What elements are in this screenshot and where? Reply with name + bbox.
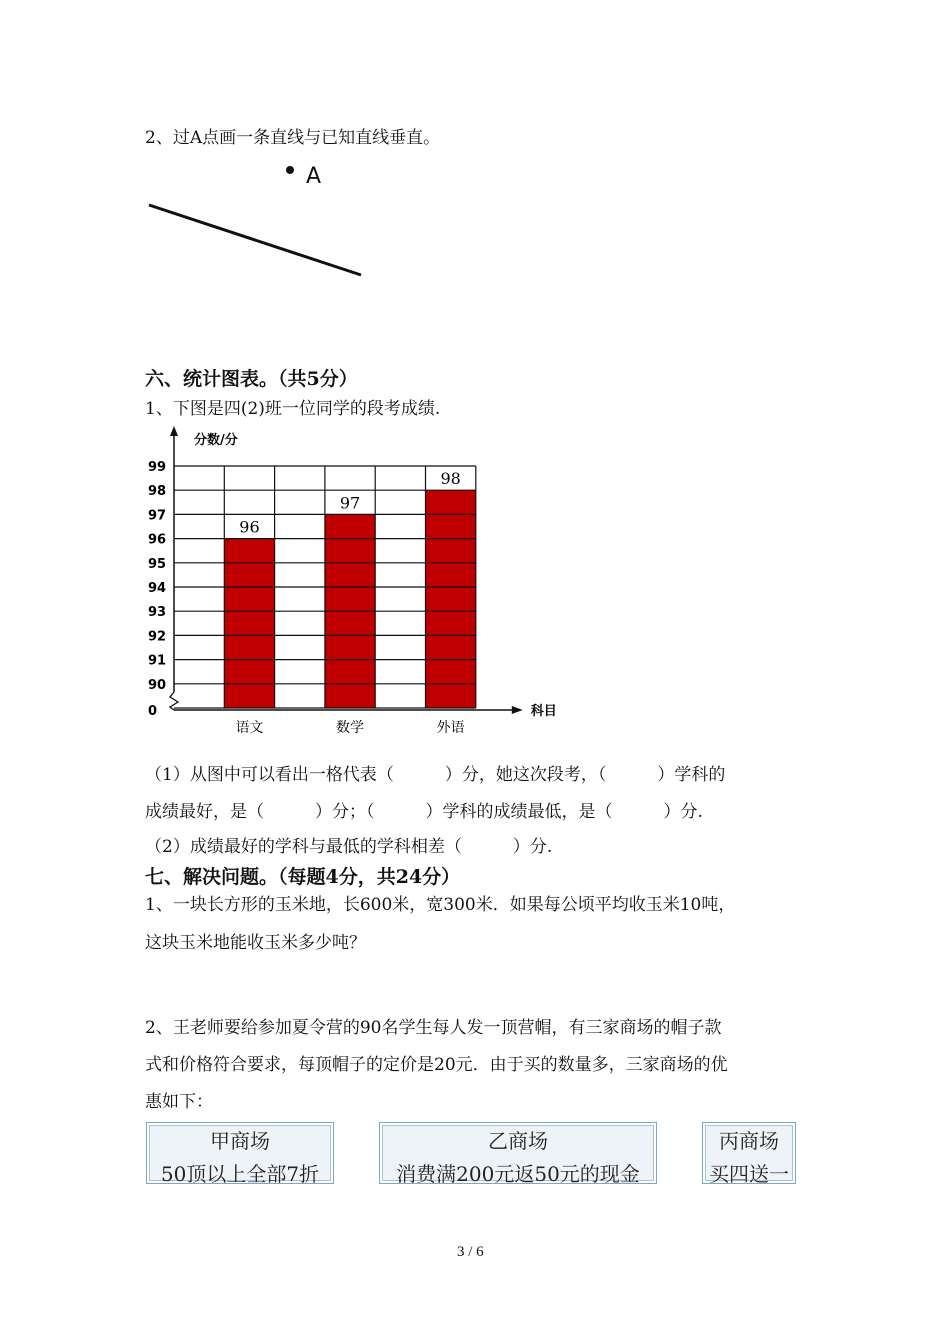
given-line <box>149 205 361 275</box>
shop-bing-box <box>702 1122 796 1184</box>
y-axis-break <box>170 692 178 710</box>
shop-bing-offer: 买四送一 <box>709 1162 789 1186</box>
problem1-line1: 1、一块长方形的玉米地，长600米，宽300米．如果每公顷平均收玉米10吨， <box>145 895 736 915</box>
geometry-figure <box>140 155 380 285</box>
shop-yi-offer: 消费满200元返50元的现金 <box>396 1162 640 1186</box>
problem2-line1: 2、王老师要给参加夏令营的90名学生每人发一顶营帽，有三家商场的帽子款 <box>145 1018 722 1038</box>
bar-1 <box>224 539 274 708</box>
problem1-line2: 这块玉米地能收玉米多少吨？ <box>145 933 366 953</box>
y-axis-label: 分数/分 <box>194 433 238 448</box>
page-number: 3 / 6 <box>457 1244 484 1260</box>
data-label-2: 97 <box>339 493 361 513</box>
blank-line-3: （2）成绩最好的学科与最低的学科相差（ ）分. <box>145 837 553 857</box>
problem2-line2: 式和价格符合要求，每顶帽子的定价是20元．由于买的数量多，三家商场的优 <box>145 1055 728 1075</box>
category-label-1: 语文 <box>235 720 264 736</box>
section6-heading: 六、统计图表。（共5分） <box>145 368 358 390</box>
bar-3 <box>426 490 476 708</box>
y-tick-label: 95 <box>148 556 167 572</box>
data-label-1: 96 <box>239 517 260 537</box>
y-tick-label: 99 <box>148 460 167 475</box>
shop-jia-offer: 50顶以上全部7折 <box>160 1162 320 1186</box>
shop-jia-box <box>146 1122 334 1184</box>
y-tick-label: 97 <box>148 508 167 524</box>
point-a-dot <box>286 166 294 174</box>
y-tick-label-zero: 0 <box>148 704 158 719</box>
section7-heading: 七、解决问题。（每题4分，共24分） <box>145 866 461 888</box>
section6-q1: 1、下图是四(2)班一位同学的段考成绩. <box>145 399 441 419</box>
y-tick-label: 90 <box>148 677 167 693</box>
y-tick-label: 92 <box>148 629 167 645</box>
shop-jia-name: 甲商场 <box>210 1129 270 1153</box>
blank-line-2: 成绩最好，是（ ）分；（ ）学科的成绩最低，是（ ）分. <box>145 802 703 822</box>
y-tick-label: 93 <box>148 605 167 621</box>
data-label-3: 98 <box>440 469 461 489</box>
y-tick-label: 96 <box>148 532 167 548</box>
x-axis-label: 科目 <box>530 704 557 719</box>
score-bar-chart <box>140 420 580 745</box>
category-label-2: 数学 <box>336 720 365 736</box>
point-a-label: A <box>306 164 322 189</box>
category-label-3: 外语 <box>436 720 465 736</box>
y-tick-label: 98 <box>148 484 167 500</box>
shop-yi-name: 乙商场 <box>488 1129 548 1153</box>
problem2-line3: 惠如下： <box>145 1092 213 1112</box>
y-tick-label: 91 <box>148 653 167 669</box>
shop-yi-box <box>379 1122 657 1184</box>
q2-text: 2、过A点画一条直线与已知直线垂直。 <box>145 128 441 148</box>
y-axis-arrow <box>170 426 178 436</box>
y-tick-label: 94 <box>148 581 167 596</box>
shop-bing-name: 丙商场 <box>719 1129 779 1153</box>
blank-line-1: （1）从图中可以看出一格代表（ ）分，她这次段考，（ ）学科的 <box>145 765 726 785</box>
x-axis-arrow <box>512 706 523 714</box>
